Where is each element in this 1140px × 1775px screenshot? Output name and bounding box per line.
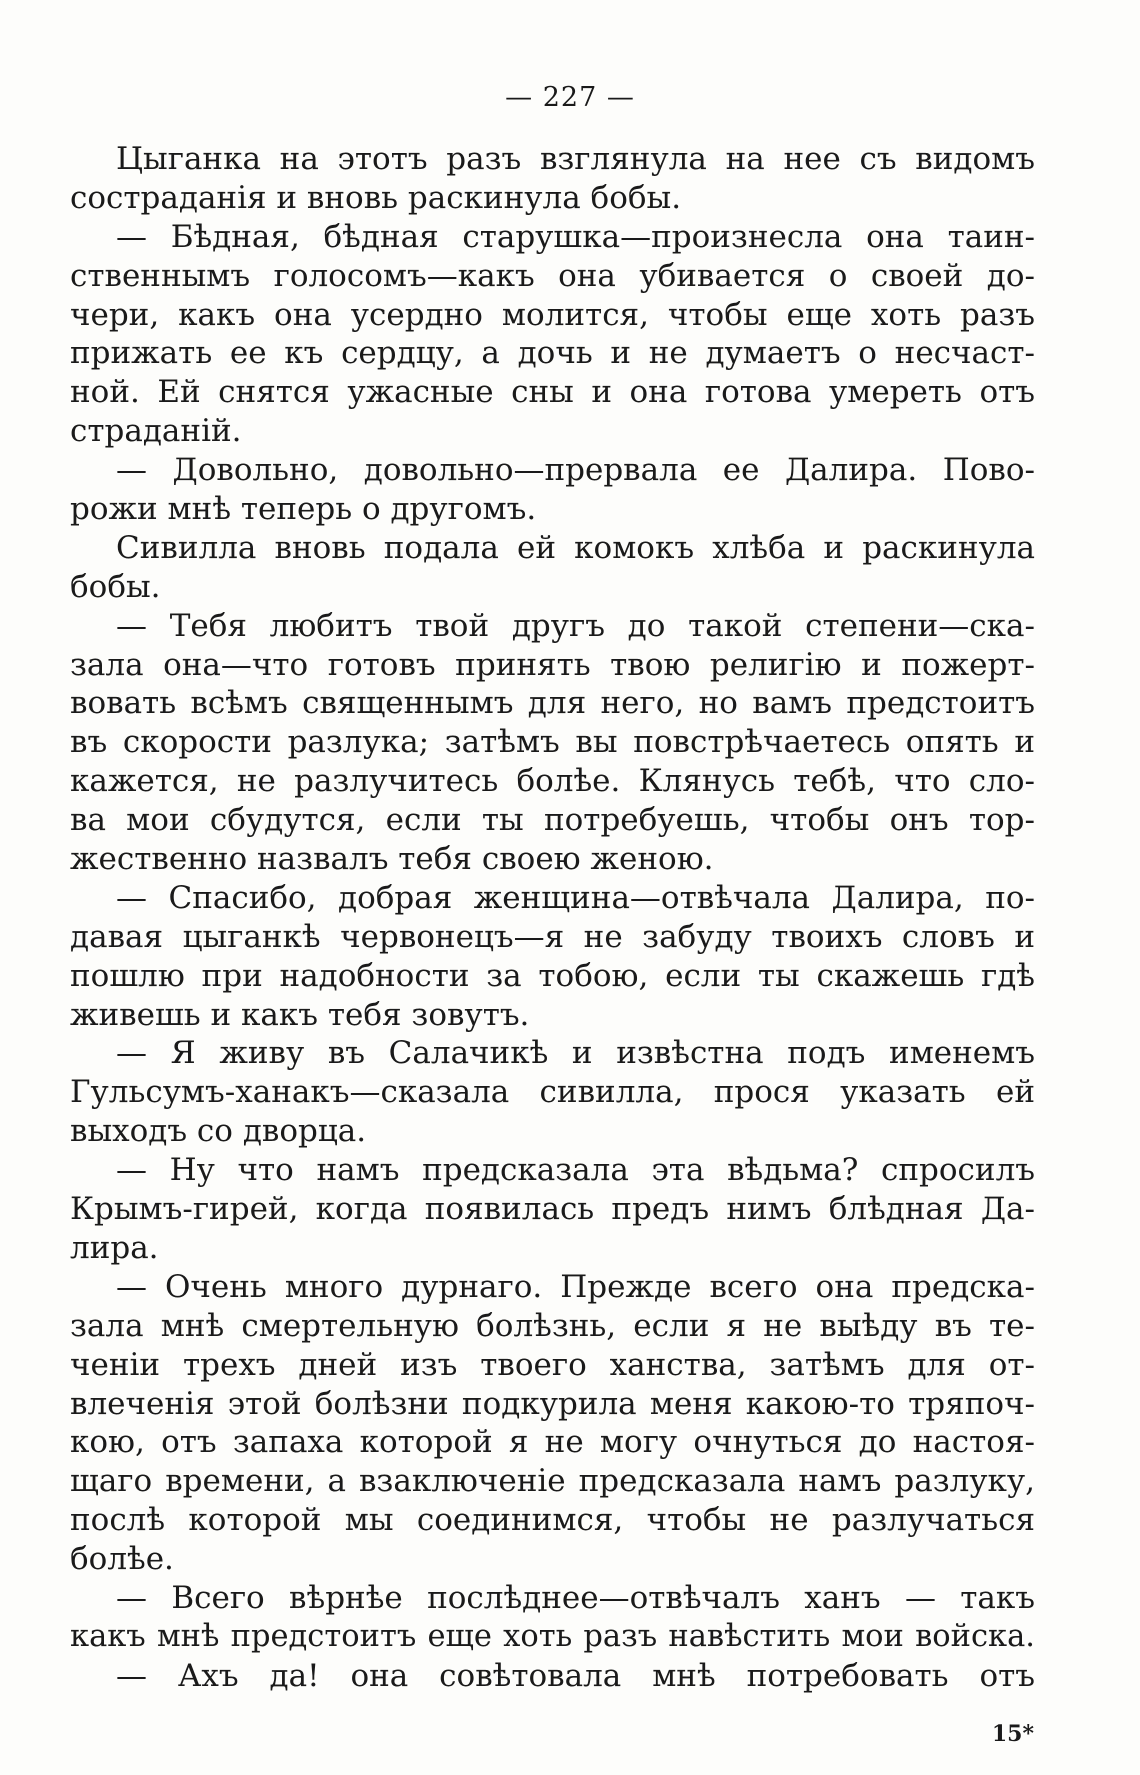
text-line: зала она—что готовъ принять твою религію и пожерт- xyxy=(70,646,1035,683)
text-line: ченіи трехъ дней изъ твоего ханства, затѣмъ для от- xyxy=(70,1346,1035,1383)
text-line: въ скорости разлука; затѣмъ вы повстрѣчаетесь опять и xyxy=(70,724,1035,761)
text-line: болѣе. xyxy=(70,1541,174,1578)
text-line: послѣ которой мы соединимся, чтобы не разлучаться xyxy=(70,1502,1035,1539)
signature-mark: 15* xyxy=(991,1721,1034,1747)
text-line: — Всего вѣрнѣе послѣднее—отвѣчалъ ханъ — такъ xyxy=(116,1579,1035,1616)
text-line: — Спасибо, добрая женщина—отвѣчала Далира, по- xyxy=(116,879,1035,916)
text-line: вовать всѣмъ священнымъ для него, но вамъ предстоитъ xyxy=(70,685,1035,722)
text-line: живешь и какъ тебя зовутъ. xyxy=(70,996,530,1033)
text-line: зала мнѣ смертельную болѣзнь, если я не выѣду въ те- xyxy=(70,1307,1035,1344)
text-line: бобы. xyxy=(70,568,161,605)
text-line: лира. xyxy=(70,1229,159,1266)
text-line: — Бѣдная, бѣдная старушка—произнесла она таин- xyxy=(116,218,1035,255)
text-line: чери, какъ она усердно молится, чтобы еще хоть разъ xyxy=(70,296,1035,333)
text-line: — Ну что намъ предсказала эта вѣдьма? спросилъ xyxy=(116,1152,1035,1189)
text-line: прижать ее къ сердцу, а дочь и не думаетъ о несчаст- xyxy=(70,335,1035,372)
text-line: страданій. xyxy=(70,413,242,450)
text-line: кажется, не разлучитесь болѣе. Клянусь тебѣ, что сло- xyxy=(70,763,1035,800)
text-line: ва мои сбудутся, если ты потребуешь, чтобы онъ тор- xyxy=(70,802,1035,839)
body-text xyxy=(70,140,1035,1696)
text-line: влеченія этой болѣзни подкурила меня какою-то тряпоч- xyxy=(70,1385,1035,1422)
text-line: — Ахъ да! она совѣтовала мнѣ потребовать отъ xyxy=(116,1657,1035,1694)
text-line: давая цыганкѣ червонецъ—я не забуду твоихъ словъ и xyxy=(70,918,1035,955)
text-line: щаго времени, а взаключеніе предсказала намъ разлуку, xyxy=(70,1463,1035,1500)
text-line: Крымъ-гирей, когда появилась предъ нимъ блѣдная Да- xyxy=(70,1191,1035,1228)
text-line: выходъ со дворца. xyxy=(70,1113,367,1150)
text-line: состраданія и вновь раскинула бобы. xyxy=(70,179,682,216)
text-line: — Очень много дурнаго. Прежде всего она предска- xyxy=(116,1268,1035,1305)
text-line: Гульсумъ-ханакъ—сказала сивилла, прося указать ей xyxy=(70,1074,1035,1111)
text-line: пошлю при надобности за тобою, если ты скажешь гдѣ xyxy=(70,957,1035,994)
text-line: — Довольно, довольно—прервала ее Далира. Пово- xyxy=(116,452,1035,489)
text-line: какъ мнѣ предстоитъ еще хоть разъ навѣстить мои войска. xyxy=(70,1618,1035,1654)
text-line: ственнымъ голосомъ—какъ она убивается о своей до- xyxy=(70,257,1035,294)
text-line: жественно назвалъ тебя своею женою. xyxy=(70,841,714,878)
page-number: — 227 — xyxy=(505,82,635,113)
text-line: — Я живу въ Салачикѣ и извѣстна подъ именемъ xyxy=(116,1035,1035,1072)
text-line: кою, отъ запаха которой я не могу очнуться до настоя- xyxy=(70,1424,1035,1461)
text-line: Цыганка на этотъ разъ взглянула на нее съ видомъ xyxy=(116,141,1035,177)
text-line: рожи мнѣ теперь о другомъ. xyxy=(70,491,537,528)
text-line: Сивилла вновь подала ей комокъ хлѣба и раскинула xyxy=(116,529,1035,566)
text-line: — Тебя любитъ твой другъ до такой степени—ска- xyxy=(116,607,1035,644)
text-line: ной. Ей снятся ужасные сны и она готова умереть отъ xyxy=(70,374,1035,411)
